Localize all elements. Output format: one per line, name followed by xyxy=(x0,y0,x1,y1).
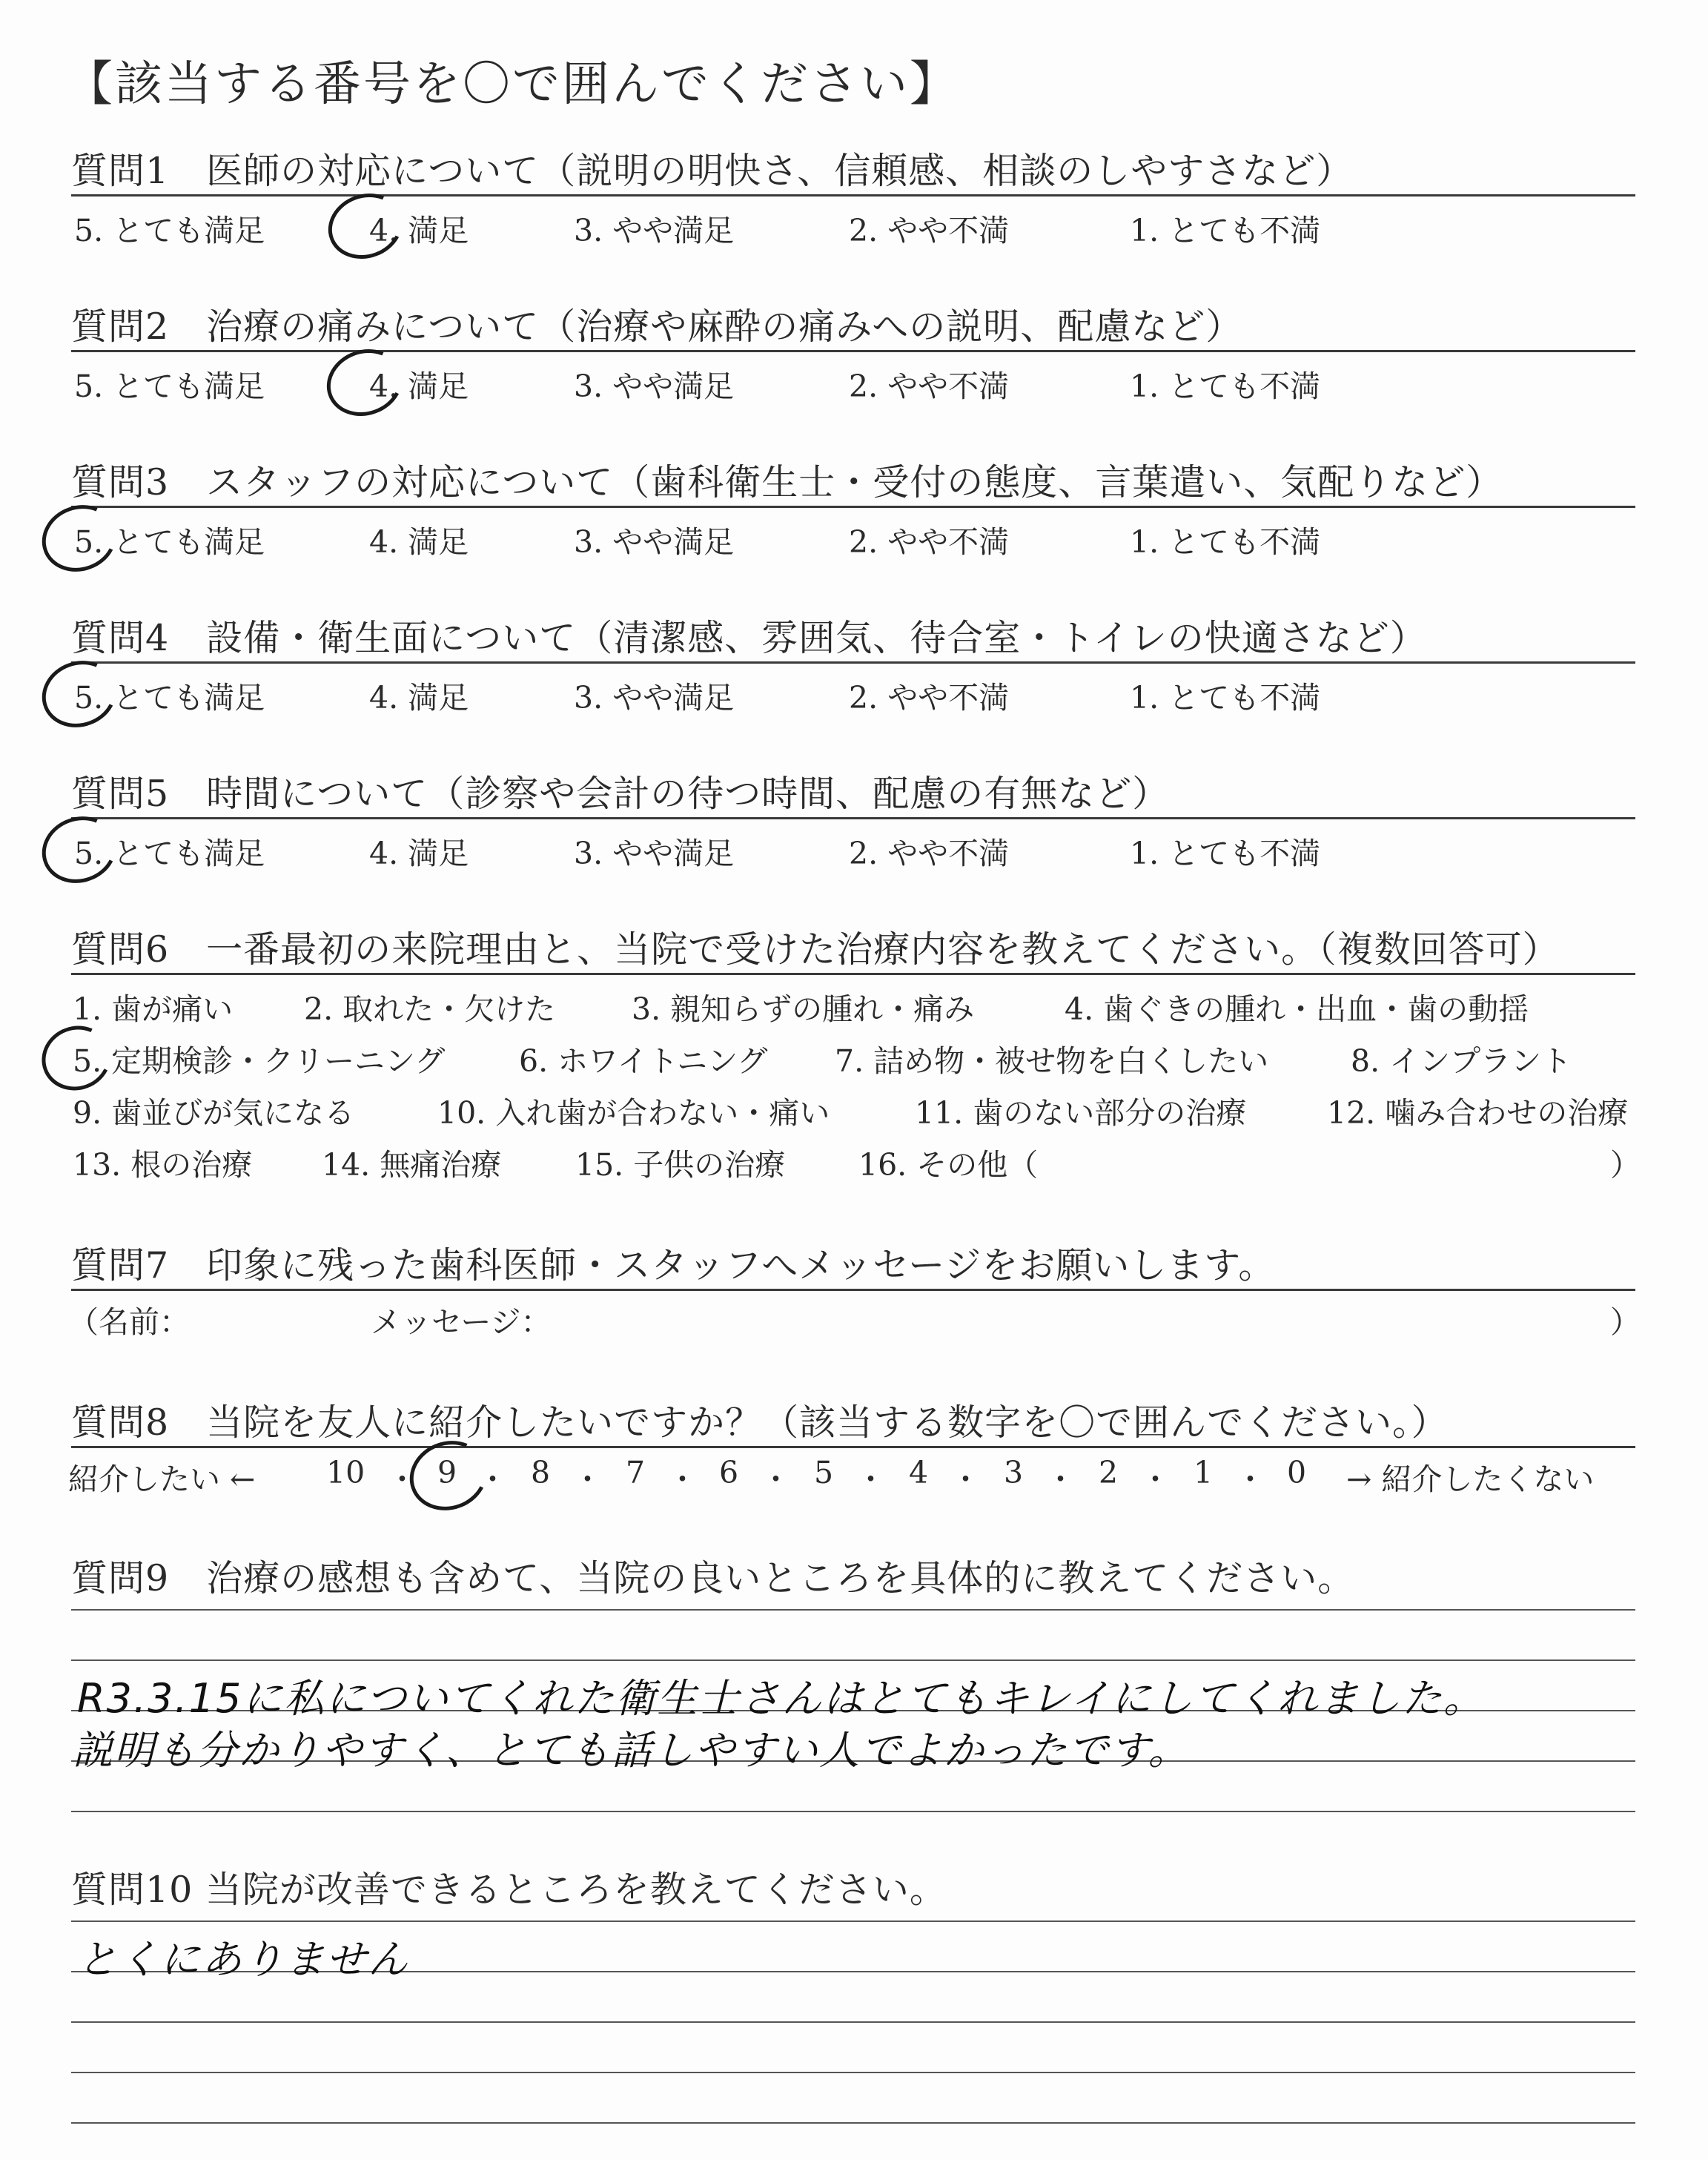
question-2-rule xyxy=(71,350,1635,352)
question-5-title: 質問5 時間について（診察や会計の待つ時間、配慮の有無など） xyxy=(71,773,1170,815)
q6-option-12[interactable]: 12. 噛み合わせの治療 xyxy=(1327,1095,1629,1131)
q8-left-label: 紹介したい ← xyxy=(68,1462,256,1497)
q8-score-8[interactable]: 8 xyxy=(531,1455,551,1490)
q7-close-paren: ） xyxy=(1610,1304,1641,1340)
q10-answer-line-3 xyxy=(71,2021,1635,2023)
q9-answer-line-1 xyxy=(71,1609,1635,1611)
q1-option-2[interactable]: 2. やや不満 xyxy=(849,213,1010,248)
q6-other-close-paren: ） xyxy=(1610,1147,1641,1183)
q6-option-14[interactable]: 14. 無痛治療 xyxy=(322,1147,502,1183)
q5-option-1[interactable]: 1. とても不満 xyxy=(1130,836,1321,871)
question-5-rule xyxy=(71,817,1635,819)
q8-score-4[interactable]: 4 xyxy=(909,1455,929,1490)
q3-option-1[interactable]: 1. とても不満 xyxy=(1130,524,1321,560)
q8-score-2[interactable]: 2 xyxy=(1099,1455,1119,1490)
q6-option-15[interactable]: 15. 子供の治療 xyxy=(575,1147,786,1183)
q4-option-2[interactable]: 2. やや不満 xyxy=(849,680,1010,716)
question-4-title: 質問4 設備・衛生面について（清潔感、雰囲気、待合室・トイレの快適さなど） xyxy=(71,617,1427,659)
q2-option-2[interactable]: 2. やや不満 xyxy=(849,369,1010,404)
q8-dot: ・ xyxy=(387,1462,417,1497)
q6-option-3[interactable]: 3. 親知らずの腫れ・痛み xyxy=(632,991,975,1027)
q10-answer-line-4 xyxy=(71,2072,1635,2073)
q4-option-1[interactable]: 1. とても不満 xyxy=(1130,680,1321,716)
q8-dot: ・ xyxy=(761,1462,791,1497)
q1-option-4[interactable]: 4. 満足 xyxy=(369,213,469,248)
q8-score-10[interactable]: 10 xyxy=(326,1455,365,1490)
q1-option-3[interactable]: 3. やや満足 xyxy=(574,213,735,248)
question-6-rule xyxy=(71,973,1635,975)
q9-handwritten-answer-2: 説明も分かりやすく、とても話しやすい人でよかったです。 xyxy=(73,1727,1190,1774)
q3-option-4[interactable]: 4. 満足 xyxy=(369,524,469,560)
q6-circled-mark xyxy=(33,1017,120,1100)
q8-dot: ・ xyxy=(572,1462,603,1497)
q8-score-3[interactable]: 3 xyxy=(1004,1455,1024,1490)
q6-option-2[interactable]: 2. 取れた・欠けた xyxy=(304,991,556,1027)
q8-score-5[interactable]: 5 xyxy=(814,1455,834,1490)
q6-option-6[interactable]: 6. ホワイトニング xyxy=(519,1043,768,1079)
q3-option-5[interactable]: 5. とても満足 xyxy=(74,524,265,560)
q2-option-1[interactable]: 1. とても不満 xyxy=(1130,369,1321,404)
q6-option-5[interactable]: 5. 定期検診・クリーニング xyxy=(73,1043,446,1079)
q8-score-0[interactable]: 0 xyxy=(1287,1455,1307,1490)
q8-right-label: → 紹介したくない xyxy=(1346,1462,1595,1497)
q6-option-4[interactable]: 4. 歯ぐきの腫れ・出血・歯の動揺 xyxy=(1065,991,1529,1027)
q6-option-11[interactable]: 11. 歯のない部分の治療 xyxy=(915,1095,1247,1131)
q9-answer-line-5 xyxy=(71,1811,1635,1812)
q6-option-13[interactable]: 13. 根の治療 xyxy=(73,1147,253,1183)
q9-answer-line-2 xyxy=(71,1659,1635,1661)
q10-answer-line-5 xyxy=(71,2122,1635,2124)
q1-option-1[interactable]: 1. とても不満 xyxy=(1130,213,1321,248)
q6-option-10[interactable]: 10. 入れ歯が合わない・痛い xyxy=(437,1095,830,1131)
q6-option-8[interactable]: 8. インプラント xyxy=(1351,1043,1572,1079)
q3-option-3[interactable]: 3. やや満足 xyxy=(574,524,735,560)
q6-option-7[interactable]: 7. 詰め物・被せ物を白くしたい xyxy=(835,1043,1269,1079)
q3-option-2[interactable]: 2. やや不満 xyxy=(849,524,1010,560)
question-3-title: 質問3 スタッフの対応について（歯科衛生士・受付の態度、言葉遣い、気配りなど） xyxy=(71,461,1503,503)
q8-dot: ・ xyxy=(1235,1462,1265,1497)
q8-dot: ・ xyxy=(667,1462,698,1497)
q8-score-9[interactable]: 9 xyxy=(437,1455,457,1490)
q10-answer-line-1 xyxy=(71,1920,1635,1922)
question-1-rule xyxy=(71,194,1635,196)
q9-handwritten-answer-1: R3.3.15に私についてくれた衛生士さんはとてもキレイにしてくれました。 xyxy=(77,1675,1485,1722)
q6-option-16[interactable]: 16. その他（ xyxy=(858,1147,1039,1183)
q8-dot: ・ xyxy=(950,1462,981,1497)
question-10-title: 質問10 当院が改善できるところを教えてください。 xyxy=(71,1869,947,1911)
question-1-title: 質問1 医師の対応について（説明の明快さ、信頼感、相談のしやすさなど） xyxy=(71,150,1354,192)
question-9-title: 質問9 治療の感想も含めて、当院の良いところを具体的に教えてください。 xyxy=(71,1557,1355,1599)
q4-option-5[interactable]: 5. とても満足 xyxy=(74,680,265,716)
q5-option-3[interactable]: 3. やや満足 xyxy=(574,836,735,871)
question-8-title: 質問8 当院を友人に紹介したいですか？（該当する数字を〇で囲んでください。） xyxy=(71,1401,1449,1444)
q8-dot: ・ xyxy=(1140,1462,1171,1497)
q5-option-5[interactable]: 5. とても満足 xyxy=(74,836,265,871)
q8-dot: ・ xyxy=(477,1462,508,1497)
q8-score-7[interactable]: 7 xyxy=(626,1455,646,1490)
q6-option-1[interactable]: 1. 歯が痛い xyxy=(73,991,234,1027)
question-3-rule xyxy=(71,506,1635,508)
q10-handwritten-answer: とくにありません xyxy=(77,1936,409,1983)
question-4-rule xyxy=(71,661,1635,664)
question-8-rule xyxy=(71,1446,1635,1448)
question-7-title: 質問7 印象に残った歯科医師・スタッフへメッセージをお願いします。 xyxy=(71,1244,1276,1287)
page-title: 【該当する番号を〇で囲んでください】 xyxy=(65,57,959,112)
question-6-title: 質問6 一番最初の来院理由と、当院で受けた治療内容を教えてください。（複数回答可） xyxy=(71,928,1560,971)
q2-option-5[interactable]: 5. とても満足 xyxy=(74,369,265,404)
q2-option-4[interactable]: 4. 満足 xyxy=(369,369,469,404)
q8-score-6[interactable]: 6 xyxy=(719,1455,739,1490)
q1-option-5[interactable]: 5. とても満足 xyxy=(74,213,265,248)
q2-option-3[interactable]: 3. やや満足 xyxy=(574,369,735,404)
q7-name-label: （名前： xyxy=(68,1304,190,1340)
q8-dot: ・ xyxy=(855,1462,886,1497)
q6-option-9[interactable]: 9. 歯並びが気になる xyxy=(73,1095,355,1131)
q7-message-label: メッセージ： xyxy=(371,1304,552,1340)
q5-option-2[interactable]: 2. やや不満 xyxy=(849,836,1010,871)
q5-option-4[interactable]: 4. 満足 xyxy=(369,836,469,871)
q4-option-3[interactable]: 3. やや満足 xyxy=(574,680,735,716)
q8-dot: ・ xyxy=(1045,1462,1076,1497)
q8-score-1[interactable]: 1 xyxy=(1194,1455,1214,1490)
question-2-title: 質問2 治療の痛みについて（治療や麻酔の痛みへの説明、配慮など） xyxy=(71,305,1243,348)
question-7-rule xyxy=(71,1289,1635,1291)
q4-option-4[interactable]: 4. 満足 xyxy=(369,680,469,716)
